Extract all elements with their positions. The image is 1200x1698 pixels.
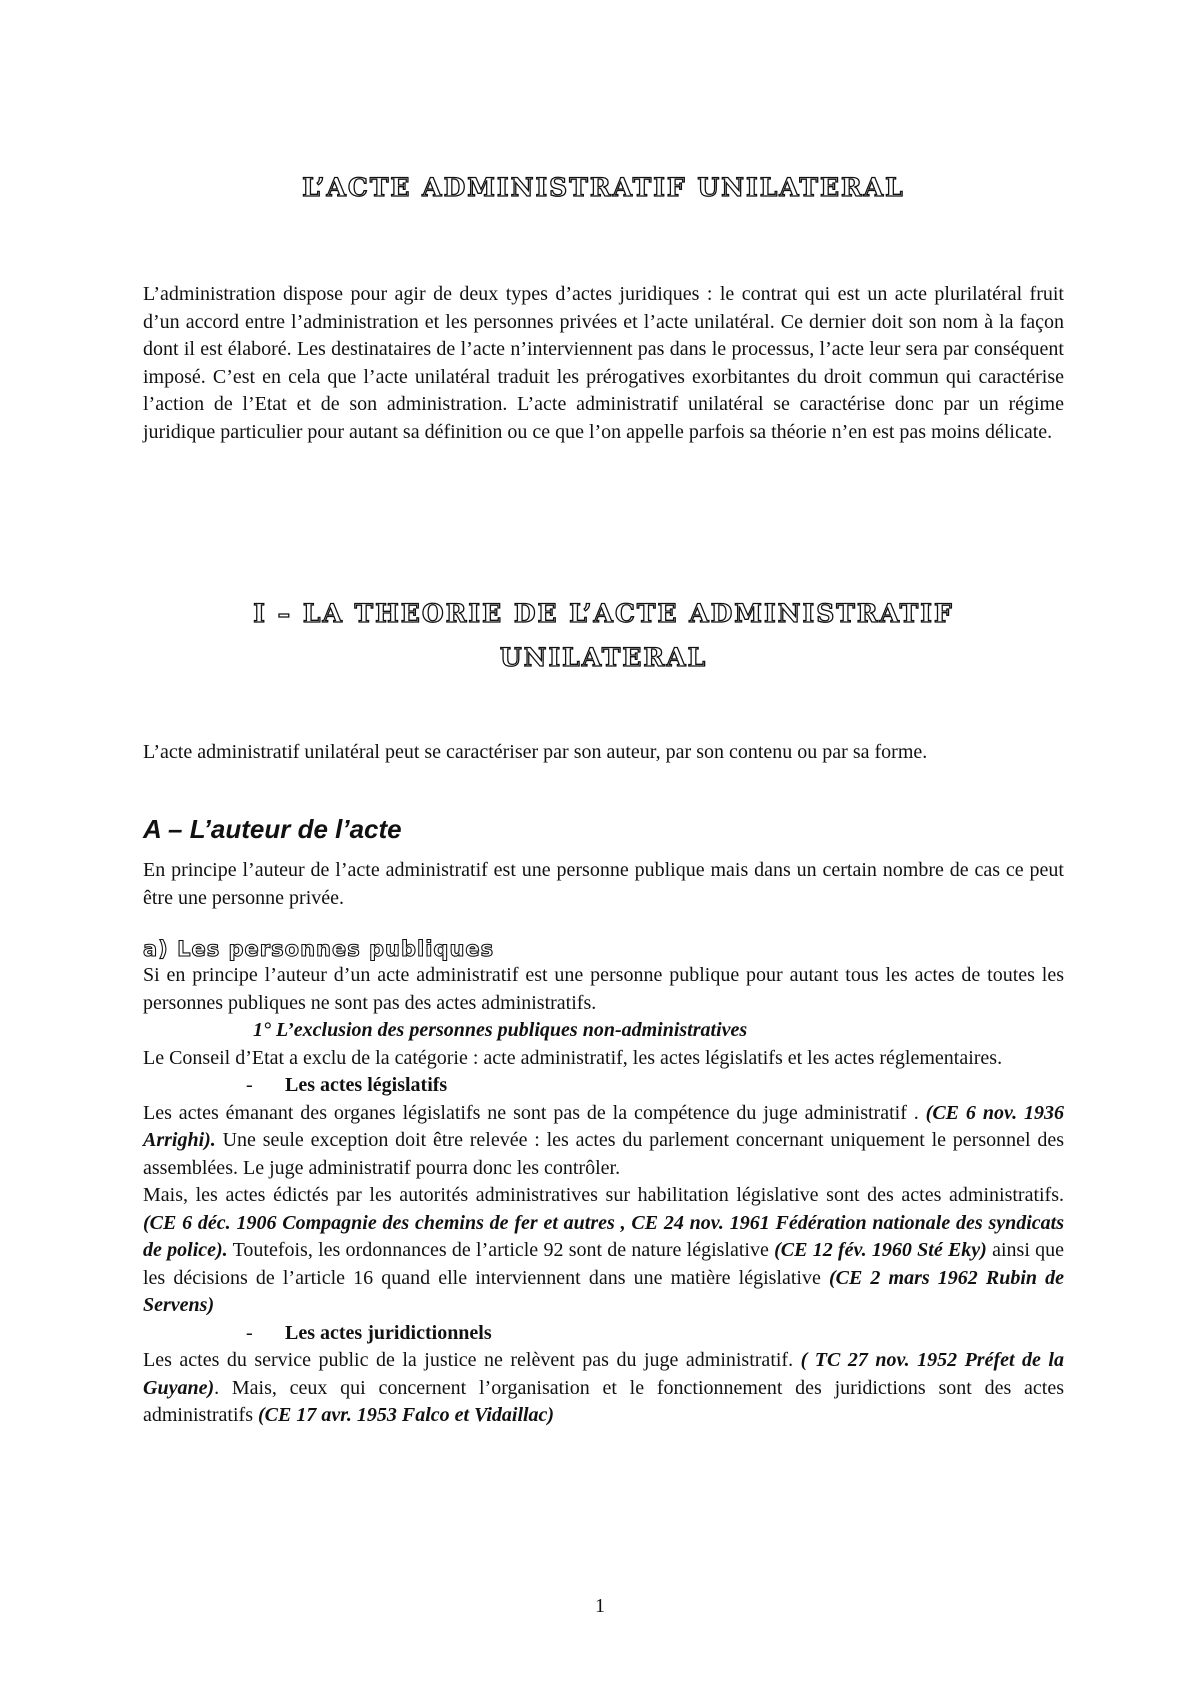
case-reference: (CE 6 déc. 1906 Compagnie des chemins de fer et autres , CE 24 nov. 1961 Fédération nationale des syndicats de police). — [143, 1211, 1064, 1261]
heading-exclusion: 1° L’exclusion des personnes publiques non-administratives — [253, 1019, 748, 1041]
text-run: ainsi que les décisions de l’article 16 quand elle interviennent dans une matière législative — [143, 1239, 1065, 1289]
case-reference: ( TC 27 nov. 1952 Préfet de la Guyane) — [143, 1349, 1064, 1399]
section-title-line2: UNILATERAL — [499, 643, 708, 672]
heading-actes-legislatifs — [143, 1072, 1064, 1100]
document-title: L’ACTE ADMINISTRATIF UNILATERAL — [302, 173, 905, 202]
exclusion-paragraph: Le Conseil d’Etat a exclu de la catégorie : acte administratif, les actes législatifs et les actes réglementaires. — [143, 1046, 1003, 1069]
case-reference: (CE 17 avr. 1953 Falco et Vidaillac) — [257, 1404, 555, 1426]
dash-bullet: - — [246, 1074, 253, 1096]
dash-bullet: - — [246, 1321, 253, 1344]
subsection-heading-personnes-publiques: a) Les personnes publiques — [143, 937, 495, 961]
subsection-heading-auteur: A – L’auteur de l’acte — [143, 814, 402, 844]
page-number: 1 — [595, 1595, 605, 1617]
personnes-publiques-block — [143, 962, 1064, 1430]
text-run: Une seule exception doit être relevée : les actes du parlement concernant uniquement le personnel des assemblées. Le juge administratif pourra donc les contrôler. — [143, 1129, 1064, 1179]
heading-actes-juridictionnels — [143, 1320, 1064, 1348]
text-run: Les actes du service public de la justice ne relèvent pas du juge administratif. — [143, 1349, 801, 1371]
case-reference: (CE 2 mars 1962 Rubin de Servens) — [143, 1266, 1064, 1316]
theory-intro-paragraph: L’acte administratif unilatéral peut se caractériser par son auteur, par son contenu ou par sa forme. — [143, 741, 928, 763]
auteur-intro-paragraph: En principe l’auteur de l’acte administratif est une personne publique mais dans un certain nombre de cas ce peut être une personne privée. — [143, 859, 1064, 909]
juridictionnels-paragraph — [143, 1347, 1064, 1430]
heading-actes-juridictionnels-label: Les actes juridictionnels — [285, 1321, 492, 1344]
text-run: . Mais, ceux qui concernent l’organisation et le fonctionnement des juridictions sont des actes administratifs — [143, 1376, 1064, 1426]
text-run: Les actes émanant des organes législatifs ne sont pas de la compétence du juge administratif . — [143, 1101, 926, 1124]
text-run: Mais, les actes édictés par les autorités administratives sur habilitation législative sont des actes administratifs. — [143, 1184, 1064, 1206]
text-run: Toutefois, les ordonnances de l’article 92 sont de nature législative — [227, 1239, 775, 1261]
legislatifs-paragraph-1 — [143, 1100, 1064, 1183]
section-title-line1: I – LA THEORIE DE L’ACTE ADMINISTRATIF — [253, 599, 954, 628]
case-reference: (CE 12 fév. 1960 Sté Eky) — [774, 1239, 987, 1261]
case-reference: (CE 6 nov. 1936 Arrighi). — [143, 1101, 1064, 1151]
intro-paragraph: L’administration dispose pour agir de deux types d’actes juridiques : le contrat qui est un acte plurilatéral fruit d’un accord entre l’administration et les personnes privées et l’acte unilatéral. Ce dernier doit son nom à la façon dont il est élaboré. Les destinataires de l’acte n’interviennent pas dans le processus, l’acte leur sera par conséquent imposé. C’est en cela que l’acte unilatéral traduit les prérogatives exorbitantes du droit commun qui caractérise l’action de l’Etat et de son administration. L’acte administratif unilatéral se caractérise donc par un régime juridique particulier pour autant sa définition ou ce que l’on appelle parfois sa théorie n’en est pas moins délicate. — [143, 283, 1064, 443]
heading-actes-legislatifs-label: Les actes législatifs — [285, 1074, 448, 1096]
legislatifs-paragraph-2 — [143, 1182, 1064, 1320]
section-title — [143, 592, 1064, 680]
personnes-publiques-paragraph: Si en principe l’auteur d’un acte administratif est une personne publique pour autant tous les actes de toutes les personnes publiques ne sont pas des actes administratifs. — [143, 964, 1064, 1014]
